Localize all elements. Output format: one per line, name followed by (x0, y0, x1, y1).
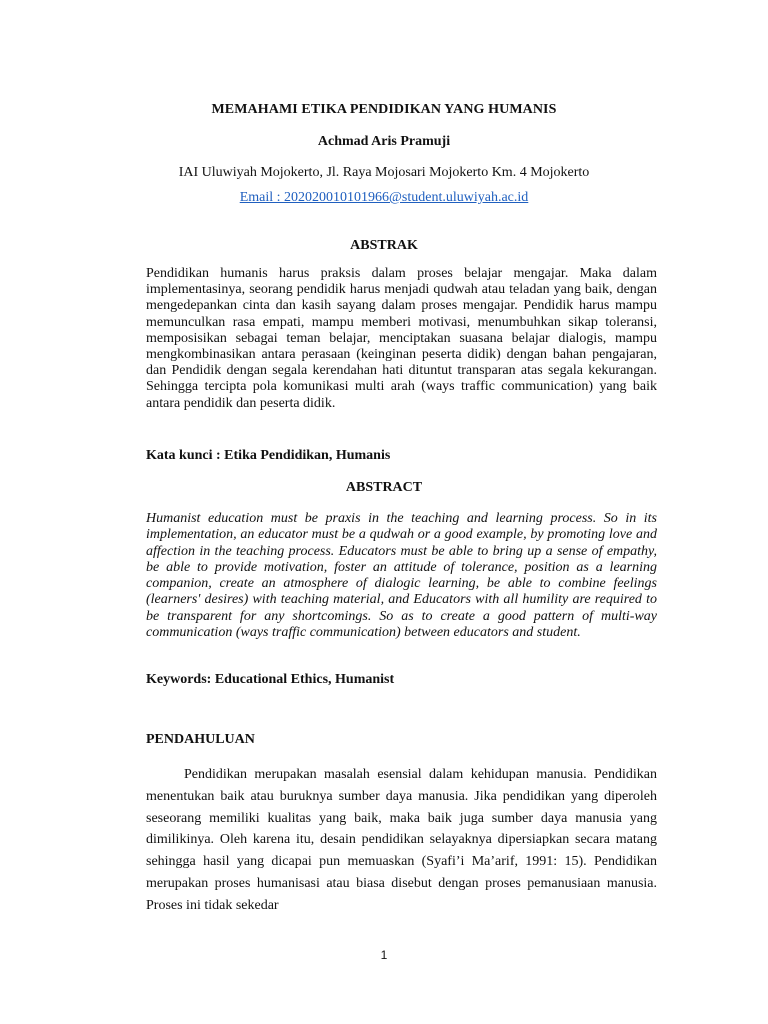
abstrak-keywords: Kata kunci : Etika Pendidikan, Humanis (146, 448, 391, 463)
abstract-keywords: Keywords: Educational Ethics, Humanist (146, 672, 395, 687)
affiliation: IAI Uluwiyah Mojokerto, Jl. Raya Mojosari Mojokerto Km. 4 Mojokerto (178, 165, 590, 180)
page-number: 1 (380, 948, 388, 962)
intro-text: Pendidikan merupakan masalah esensial dalam kehidupan manusia. Pendidikan menentukan baik atau buruknya sumber daya manusia. Jika pendidikan yang diperoleh seseorang memiliki kualitas yang baik, maka baik juga sumber daya manusia yang dimilikinya. Oleh karena itu, desain pendidikan selayaknya dipersiapkan secara matang sehingga hasil yang dicapai pun memuaskan (Syafi’i Ma’arif, 1991: 15). Pendidikan merupakan proses humanisasi atau biasa disebut dengan proses pemanusiaan manusia. Proses ini tidak sekedar (146, 767, 657, 913)
email-line (0, 190, 768, 206)
paper-title: MEMAHAMI ETIKA PENDIDIKAN YANG HUMANIS (211, 102, 557, 117)
abstract-heading: ABSTRACT (345, 480, 423, 495)
abstrak-text: Pendidikan humanis harus praksis dalam proses belajar mengajar. Maka dalam implementasinya, seorang pendidik harus menjadi qudwah atau teladan yang baik, dengan mengedepankan cinta dan kasih sayang dalam proses mengajar. Pendidik harus mampu memunculkan rasa empati, mampu memberi motivasi, menumbuhkan sikap toleransi, memposisikan sebagai teman belajar, menciptakan suasana belajar dialogis, mampu mengkombinasikan antara perasaan (keinginan peserta didik) dengan bahan pengajaran, dan Pendidik dengan segala kerendahan hati dituntut transparan atas segala kekurangan. Sehingga tercipta pola komunikasi multi arah (ways traffic communication) yang baik antara pendidik dan peserta didik. (146, 266, 657, 411)
abstrak-heading: ABSTRAK (350, 238, 418, 253)
author-name: Achmad Aris Pramuji (317, 134, 451, 149)
email-link[interactable]: Email : 202020010101966@student.uluwiyah.ac.id (239, 190, 529, 205)
abstract-text: Humanist education must be praxis in the teaching and learning process. So in its implementation, an educator must be a qudwah or a good example, by promoting love and affection in the teaching process. Educators must be able to bring up a sense of empathy, be able to provide motivation, foster an attitude of tolerance, position as a learning companion, create an atmosphere of dialogic learning, be able to combine feelings (learners' desires) with teaching material, and Educators with all humility are required to be transparent for any shortcomings. So as to create a good pattern of multi-way communication (ways traffic communication) between educators and student. (146, 511, 657, 641)
intro-heading: PENDAHULUAN (146, 732, 255, 747)
